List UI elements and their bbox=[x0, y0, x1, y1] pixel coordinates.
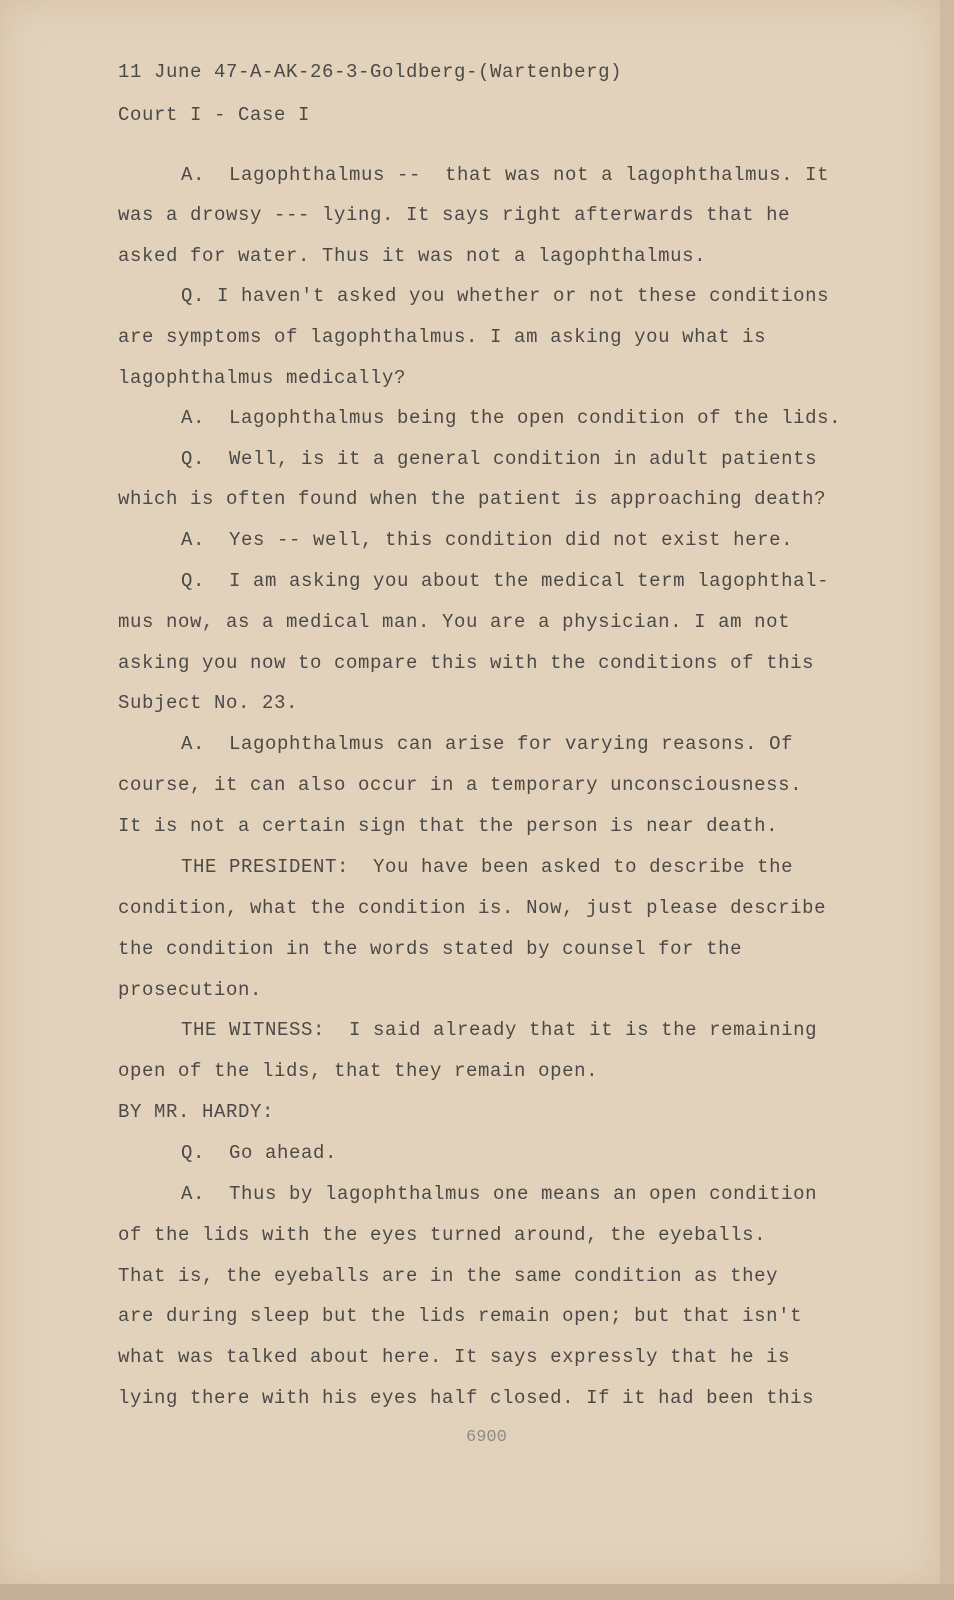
transcript-line: THE WITNESS: I said already that it is the remaining bbox=[181, 1019, 818, 1041]
transcript-line: THE PRESIDENT: You have been asked to describe the bbox=[181, 856, 794, 878]
transcript-line: lagophthalmus medically? bbox=[118, 367, 407, 389]
transcript-line: BY MR. HARDY: bbox=[118, 1101, 275, 1123]
transcript-line: course, it can also occur in a temporary unconsciousness. bbox=[118, 774, 803, 796]
page-number: 6900 bbox=[466, 1428, 507, 1447]
transcript-line: are during sleep but the lids remain open; but that isn't bbox=[118, 1305, 803, 1327]
page-edge-bottom bbox=[0, 1584, 954, 1600]
header-line-1: 11 June 47-A-AK-26-3-Goldberg-(Wartenberg) bbox=[118, 61, 623, 83]
transcript-line: condition, what the condition is. Now, just please describe bbox=[118, 897, 827, 919]
transcript-line: was a drowsy --- lying. It says right afterwards that he bbox=[118, 204, 791, 226]
transcript-line: A. Lagophthalmus being the open condition of the lids. bbox=[181, 407, 842, 429]
transcript-line: It is not a certain sign that the person is near death. bbox=[118, 815, 779, 837]
transcript-line: Q. I am asking you about the medical term lagophthal- bbox=[181, 570, 830, 592]
transcript-line: are symptoms of lagophthalmus. I am asking you what is bbox=[118, 326, 767, 348]
transcript-line: of the lids with the eyes turned around, the eyeballs. bbox=[118, 1224, 767, 1246]
transcript-line: lying there with his eyes half closed. If it had been this bbox=[118, 1387, 815, 1409]
page-edge-right bbox=[940, 0, 954, 1600]
transcript-line: which is often found when the patient is approaching death? bbox=[118, 488, 827, 510]
transcript-line: A. Lagophthalmus can arise for varying reasons. Of bbox=[181, 733, 794, 755]
transcript-line: prosecution. bbox=[118, 979, 263, 1001]
header-line-2: Court I - Case I bbox=[118, 104, 311, 126]
transcript-line: what was talked about here. It says expressly that he is bbox=[118, 1346, 791, 1368]
transcript-line: Q. Well, is it a general condition in adult patients bbox=[181, 448, 818, 470]
transcript-line: mus now, as a medical man. You are a physician. I am not bbox=[118, 611, 791, 633]
transcript-line: the condition in the words stated by counsel for the bbox=[118, 938, 743, 960]
transcript-line: asking you now to compare this with the conditions of this bbox=[118, 652, 815, 674]
transcript-line: A. Lagophthalmus -- that was not a lagophthalmus. It bbox=[181, 164, 830, 186]
transcript-line: That is, the eyeballs are in the same condition as they bbox=[118, 1265, 779, 1287]
transcript-line: Subject No. 23. bbox=[118, 692, 299, 714]
transcript-line: Q. Go ahead. bbox=[181, 1142, 338, 1164]
transcript-line: A. Yes -- well, this condition did not exist here. bbox=[181, 529, 794, 551]
transcript-line: Q. I haven't asked you whether or not these conditions bbox=[181, 285, 830, 307]
transcript-line: asked for water. Thus it was not a lagophthalmus. bbox=[118, 245, 707, 267]
transcript-line: open of the lids, that they remain open. bbox=[118, 1060, 599, 1082]
transcript-line: A. Thus by lagophthalmus one means an open condition bbox=[181, 1183, 818, 1205]
